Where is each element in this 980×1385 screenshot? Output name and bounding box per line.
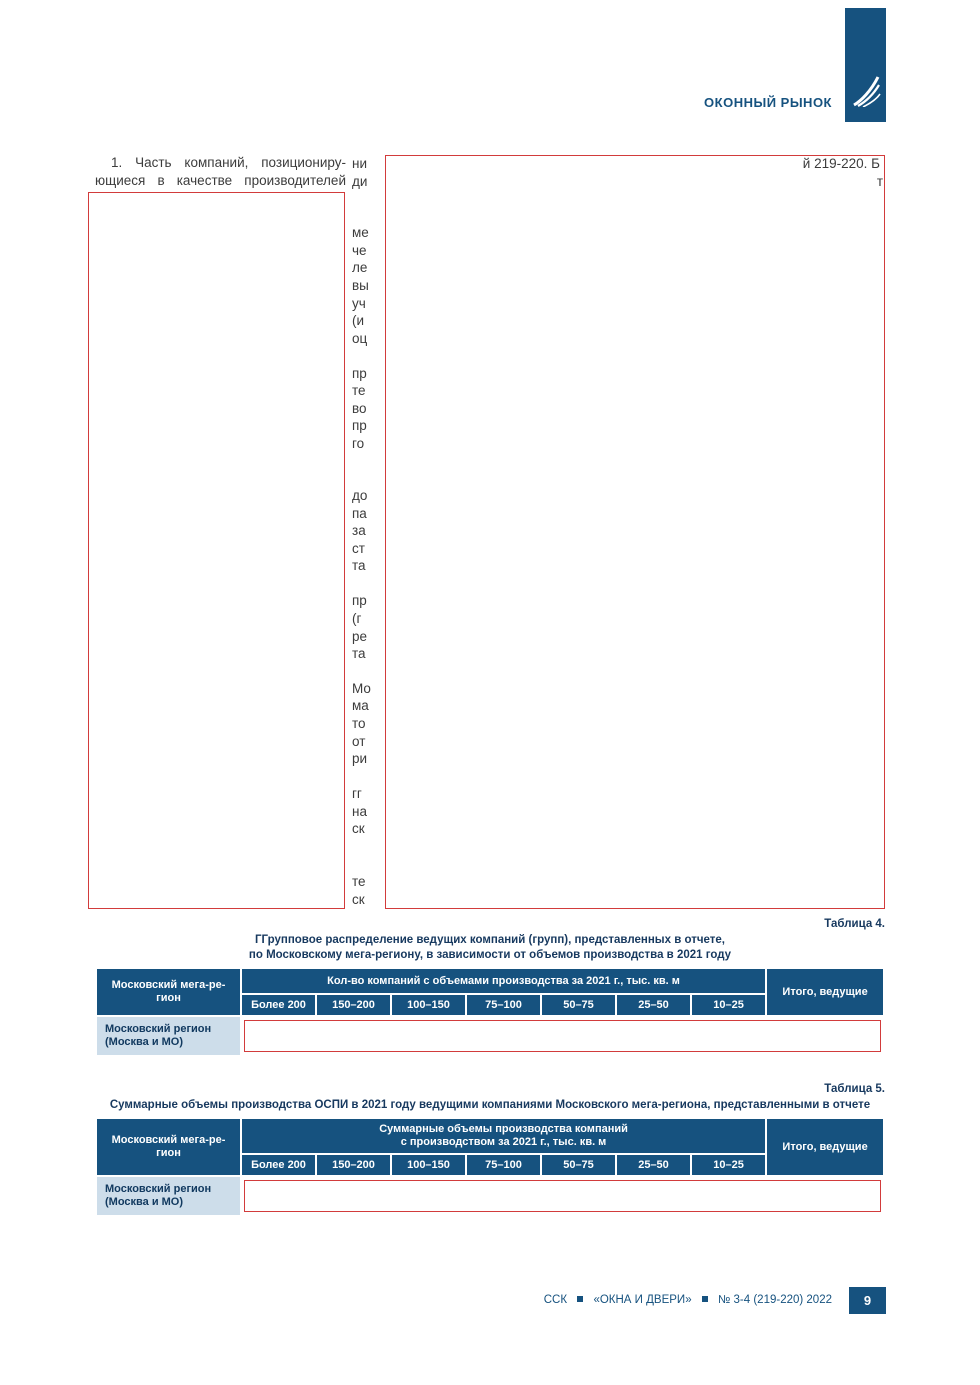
text-fragment: та	[352, 558, 366, 573]
text-fragment: ск	[352, 821, 365, 836]
text-fragment: гг	[352, 786, 362, 801]
table5-region-column-header	[97, 1119, 240, 1175]
table4-row-label: Московский регион (Москва и МО)	[97, 1017, 240, 1055]
table4-range-header: 50–75	[542, 995, 615, 1015]
redaction-box-left-column	[88, 192, 345, 909]
text-fragment: пр	[352, 366, 367, 381]
feather-icon	[851, 75, 881, 112]
text-fragment: за	[352, 523, 366, 538]
text-fragment: ме	[352, 225, 369, 240]
table4-range-header: 100–150	[392, 995, 465, 1015]
text-fragment: та	[352, 646, 366, 661]
table4-range-header: 75–100	[467, 995, 540, 1015]
text-fragment: Мо	[352, 681, 371, 696]
page-number: 9	[849, 1287, 886, 1314]
text-fragment: ни	[352, 156, 367, 171]
text-fragment: ре	[352, 629, 368, 644]
section-title: ОКОННЫЙ РЫНОК	[704, 95, 832, 110]
table4-title-line1: ГГрупповое распределение ведущих компаний (групп), представленных в отчете,	[255, 934, 725, 946]
region-header-line: гион	[156, 992, 181, 1004]
table5-label: Таблица 5.	[824, 1083, 885, 1095]
text-fragment: пр	[352, 418, 367, 433]
text-fragment: то	[352, 716, 366, 731]
table5-range-header: 10–25	[692, 1155, 765, 1175]
text-fragment: на	[352, 804, 367, 819]
table4-span-header: Кол-во компаний с объемами производства за 2021 г., тыс. кв. м	[242, 969, 765, 993]
table5-data-cells	[242, 1177, 883, 1215]
text-fragment: ст	[352, 541, 365, 556]
table4-label: Таблица 4.	[824, 918, 885, 930]
table4-range-header: Более 200	[242, 995, 315, 1015]
text-fragment: от	[352, 734, 366, 749]
text-fragment: го	[352, 436, 365, 451]
footer	[95, 1294, 832, 1306]
text-fragment: до	[352, 488, 368, 503]
table5-range-header: 75–100	[467, 1155, 540, 1175]
footer-magazine-name: «ОКНА И ДВЕРИ»	[593, 1294, 692, 1306]
table5-row-label: Московский регион (Москва и МО)	[97, 1177, 240, 1215]
table5-range-header: 50–75	[542, 1155, 615, 1175]
table4-range-header: 10–25	[692, 995, 765, 1015]
article-line: 1. Часть компаний, позициониру-	[111, 155, 346, 170]
square-bullet-icon	[577, 1296, 583, 1302]
table4-region-column-header	[97, 969, 240, 1015]
table4-title-line2: по Московскому мега-региону, в зависимости от объемов производства в 2021 году	[248, 949, 732, 961]
text-fragment: па	[352, 506, 367, 521]
square-bullet-icon	[702, 1296, 708, 1302]
table5-span-header-line2: с производством за 2021 г., тыс. кв. м	[400, 1136, 607, 1148]
table4-section	[95, 918, 885, 1057]
article-line: ющиеся в качестве производителей	[95, 173, 346, 188]
text-fragment: ди	[352, 174, 368, 189]
footer-publisher: ССК	[543, 1294, 568, 1306]
text-fragment: ри	[352, 751, 368, 766]
table5-span-header-line1: Суммарные объемы производства компаний	[379, 1123, 628, 1135]
table4-data-cells	[242, 1017, 883, 1055]
region-header-line: гион	[156, 1147, 181, 1159]
article-left-column	[95, 154, 346, 190]
text-fragment: ле	[352, 260, 368, 275]
table5-range-header: 100–150	[392, 1155, 465, 1175]
text-fragment: (г	[352, 611, 362, 626]
text-fragment: й 219-220. Б	[802, 156, 880, 171]
table4-range-header: 150–200	[317, 995, 390, 1015]
table4-title	[95, 933, 885, 963]
redaction-box-main	[385, 155, 885, 909]
text-fragment: пр	[352, 593, 367, 608]
table5-range-header: 150–200	[317, 1155, 390, 1175]
text-fragment: вы	[352, 278, 369, 293]
table5-section	[95, 1083, 885, 1217]
redaction-box-table5-data	[244, 1180, 881, 1212]
text-fragment: (и	[352, 313, 365, 328]
table4-itogo-header: Итого, ведущие	[767, 969, 883, 1015]
table-5	[95, 1117, 885, 1217]
text-fragment: оц	[352, 331, 368, 346]
table4-range-header: 25–50	[617, 995, 690, 1015]
text-fragment: те	[352, 383, 366, 398]
redaction-box-table4-data	[244, 1020, 881, 1052]
footer-issue-number: № 3-4 (219-220) 2022	[718, 1294, 832, 1306]
text-fragment: ск	[352, 892, 365, 907]
text-fragment: че	[352, 243, 367, 258]
region-header-line: Московский мега-ре-	[111, 1134, 226, 1146]
text-fragment: т	[876, 174, 883, 189]
table5-title: Суммарные объемы производства ОСПИ в 2021 году ведущими компаниями Московского мега-региона, представленными в отчете	[109, 1099, 871, 1111]
region-header-line: Московский мега-ре-	[111, 979, 226, 991]
table-4	[95, 967, 885, 1057]
text-fragment: во	[352, 401, 367, 416]
text-fragment: ма	[352, 698, 369, 713]
table5-span-header	[242, 1119, 765, 1153]
text-fragment: те	[352, 874, 366, 889]
table5-itogo-header: Итого, ведущие	[767, 1119, 883, 1175]
table5-range-header: 25–50	[617, 1155, 690, 1175]
table5-range-header: Более 200	[242, 1155, 315, 1175]
text-fragment: уч	[352, 296, 366, 311]
publisher-logo	[845, 8, 886, 122]
